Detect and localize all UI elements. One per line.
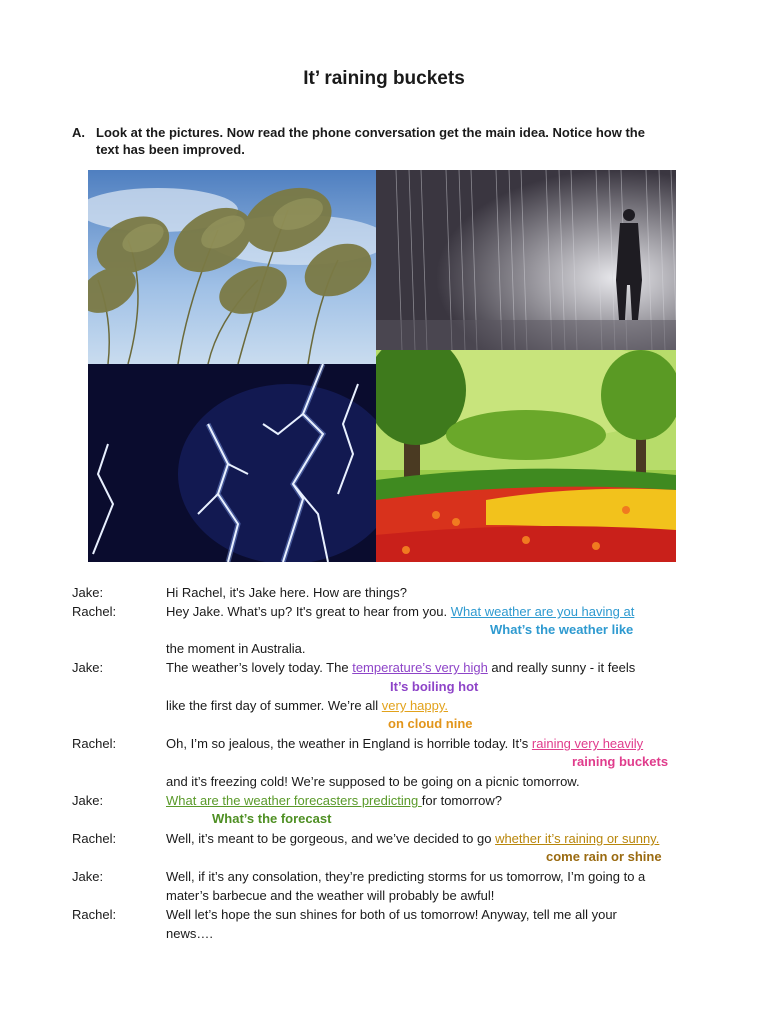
speaker-label: Jake: — [72, 793, 104, 808]
highlighted-phrase: whether it’s raining or sunny. — [495, 831, 660, 846]
speaker-label: Jake: — [72, 869, 104, 884]
dialogue-line: Well, if it’s any consolation, they’re predicting storms for us tomorrow, I’m going to a — [166, 869, 646, 884]
page-title: It’ raining buckets — [303, 68, 465, 89]
speaker-label: Rachel: — [72, 736, 117, 751]
instruction-line-1: Look at the pictures. Now read the phone conversation get the main idea. Notice how the — [96, 125, 645, 140]
correction-phrase: What’s the forecast — [212, 811, 332, 826]
dialogue-line: the moment in Australia. — [166, 641, 306, 656]
dialogue-line: Well, it’s meant to be gorgeous, and we’ve decided to go whether it’s raining or sunny. — [166, 831, 660, 846]
windy-grass-photo — [88, 170, 376, 364]
rain-silhouette-photo — [376, 170, 676, 350]
highlighted-phrase: temperature’s very high — [352, 660, 488, 675]
speaker-label: Rachel: — [72, 831, 117, 846]
highlighted-phrase: What weather are you having at — [450, 604, 635, 619]
dialogue-line: and it’s freezing cold! We’re supposed to be going on a picnic tomorrow. — [166, 774, 580, 789]
dialogue-line: What are the weather forecasters predicting for tomorrow? — [166, 793, 502, 808]
highlighted-phrase: very happy. — [381, 698, 449, 713]
correction-phrase: come rain or shine — [546, 849, 662, 864]
lightning-photo — [88, 364, 376, 562]
correction-phrase: What’s the weather like — [490, 622, 634, 637]
instruction — [72, 124, 712, 158]
instruction-label: A. — [72, 125, 85, 140]
speaker-label: Rachel: — [72, 907, 117, 922]
instruction-line-2: text has been improved. — [96, 142, 245, 157]
speaker-label: Jake: — [72, 660, 104, 675]
dialogue-line: mater’s barbecue and the weather will probably be awful! — [166, 888, 495, 903]
correction-phrase: raining buckets — [572, 754, 669, 769]
dialogue-line: Oh, I’m so jealous, the weather in England is horrible today. It’s raining very heavily — [166, 736, 644, 751]
dialogue-line: Well let’s hope the sun shines for both of us tomorrow! Anyway, tell me all your — [166, 907, 617, 922]
speaker-label: Jake: — [72, 585, 104, 600]
correction-phrase: It’s boiling hot — [390, 679, 479, 694]
dialogue-line: Hey Jake. What’s up? It's great to hear from you. What weather are you having at — [166, 604, 635, 619]
highlighted-phrase: raining very heavily — [531, 736, 644, 751]
dialogue-line: like the first day of summer. We’re all very happy. — [166, 698, 449, 713]
highlighted-phrase: What are the weather forecasters predicting — [166, 793, 422, 808]
dialogue-line: The weather’s lovely today. The temperature’s very high and really sunny - it feels — [166, 660, 636, 675]
spring-tulips-photo — [376, 350, 676, 562]
correction-phrase: on cloud nine — [388, 716, 473, 731]
speaker-label: Rachel: — [72, 604, 117, 619]
dialogue-line: news…. — [166, 926, 213, 941]
dialogue-line: Hi Rachel, it's Jake here. How are things? — [166, 585, 407, 600]
